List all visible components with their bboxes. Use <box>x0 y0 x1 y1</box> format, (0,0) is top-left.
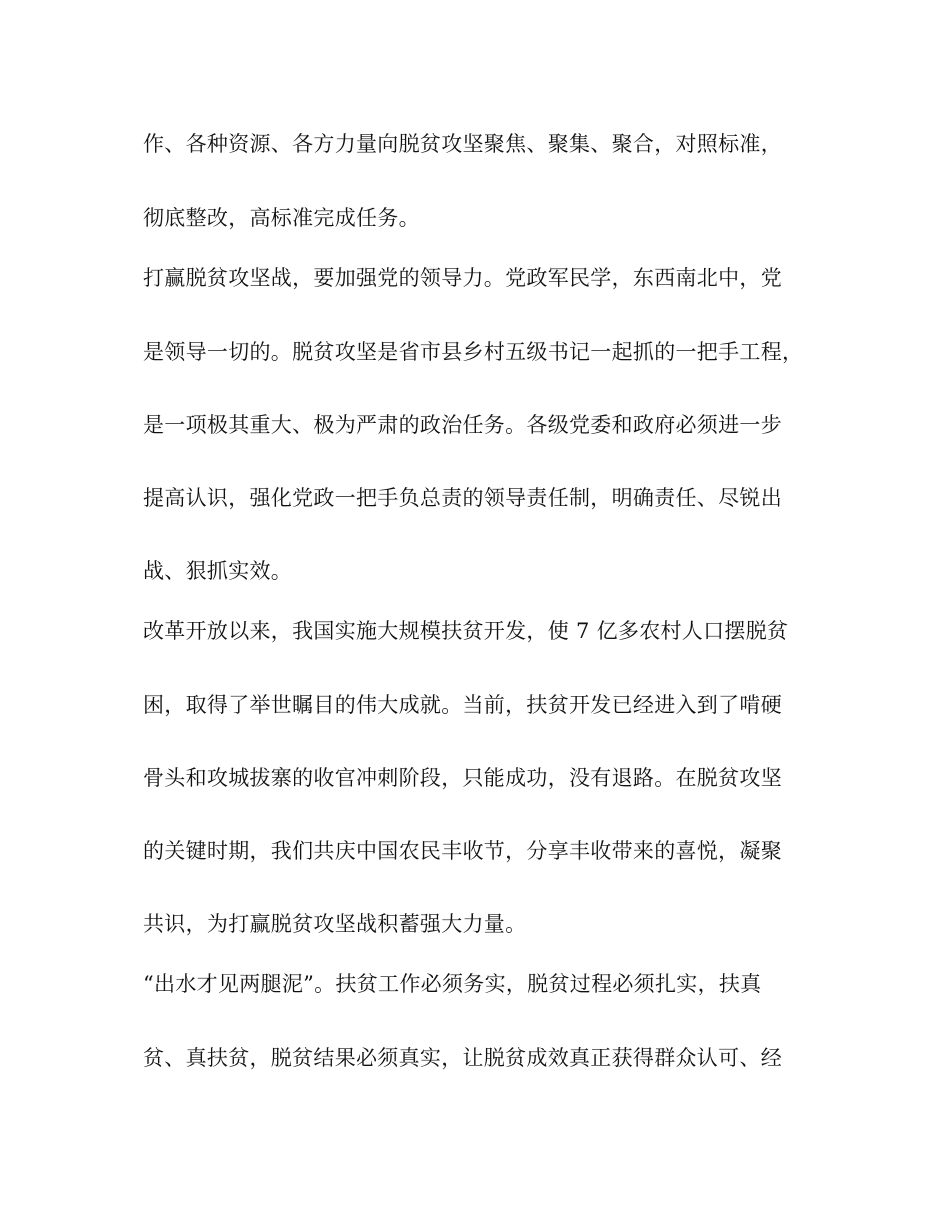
text-line: 战、狠抓实效。 <box>143 559 293 583</box>
text-line: 骨头和攻城拔寨的收官冲刺阶段，只能成功，没有退路。在脱贫攻坚 <box>143 766 782 790</box>
text-line: 困，取得了举世瞩目的伟大成就。当前，扶贫开发已经进入到了啃硬 <box>143 693 782 717</box>
text-line: 作、各种资源、各方力量向脱贫攻坚聚焦、聚集、聚合，对照标准， <box>143 132 782 156</box>
text-line: 打赢脱贫攻坚战，要加强党的领导力。党政军民学，东西南北中，党 <box>143 266 782 290</box>
text-line: 是领导一切的。脱贫攻坚是省市县乡村五级书记一起抓的一把手工程， <box>143 340 804 364</box>
text-line: 提高认识，强化党政一把手负总责的领导责任制，明确责任、尽锐出 <box>143 486 782 510</box>
text-line: 贫、真扶贫，脱贫结果必须真实，让脱贫成效真正获得群众认可、经 <box>143 1046 782 1070</box>
text-line: 彻底整改，高标准完成任务。 <box>143 206 420 230</box>
text-line: 改革开放以来，我国实施大规模扶贫开发，使 7 亿多农村人口摆脱贫 <box>143 619 789 643</box>
text-line: “出水才见两腿泥”。扶贫工作必须务实，脱贫过程必须扎实，扶真 <box>143 972 762 996</box>
text-line: 共识，为打赢脱贫攻坚战积蓄强大力量。 <box>143 912 527 936</box>
text-line: 是一项极其重大、极为严肃的政治任务。各级党委和政府必须进一步 <box>143 413 782 437</box>
text-line: 的关键时期，我们共庆中国农民丰收节，分享丰收带来的喜悦，凝聚 <box>143 839 782 863</box>
